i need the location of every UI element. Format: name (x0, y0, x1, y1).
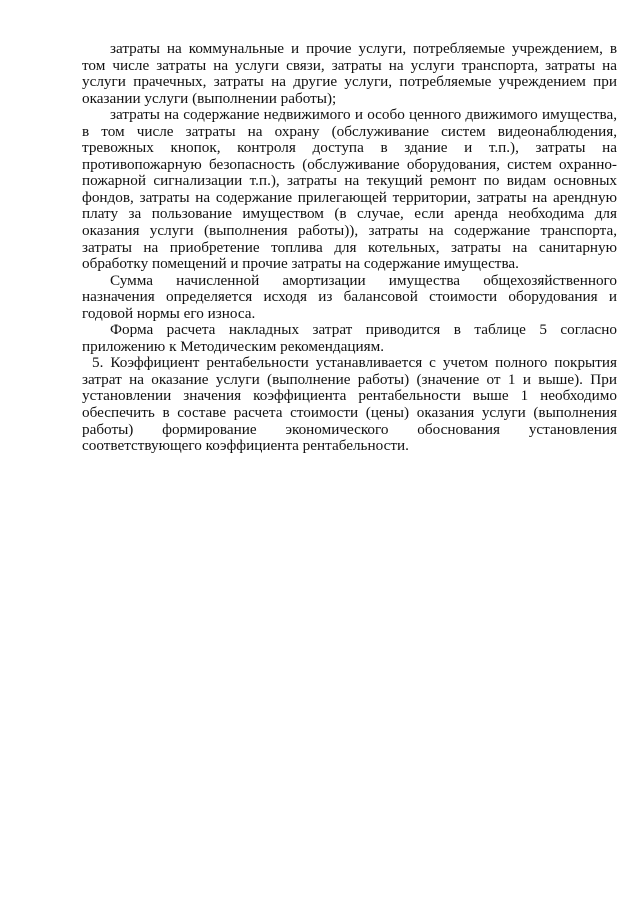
text-line: в том числе затраты на охрану (обслуживание систем видеонаблюдения, (82, 122, 617, 140)
text-line: плату за пользование имуществом (в случае, если аренда необходима для (82, 205, 617, 223)
text-line: работы) формирование экономического обоснования установления (82, 420, 617, 438)
text-line: оказания услуги (выполнения работы)), затраты на содержание транспорта, (82, 222, 617, 240)
text-line: приложению к Методическим рекомендациям. (82, 337, 384, 355)
text-line: Сумма начисленной амортизации имущества общехозяйственного (110, 271, 617, 289)
text-line: обеспечить в составе расчета стоимости (цены) оказания услуги (выполнения (82, 404, 617, 422)
paragraph (82, 355, 617, 454)
text-line: назначения определяется исходя из балансовой стоимости оборудования и (82, 288, 617, 306)
text-line: соответствующего коэффициента рентабельности. (82, 437, 409, 455)
text-line: обработку помещений и прочие затраты на содержание имущества. (82, 255, 519, 273)
text-line: 5. Коэффициент рентабельности устанавливается с учетом полного покрытия (92, 354, 617, 372)
text-line: оказании услуги (выполнении работы); (82, 89, 337, 107)
paragraph (82, 107, 617, 272)
text-line: противопожарную безопасность (обслуживание оборудования, систем охранно- (82, 155, 617, 173)
document-page (82, 41, 617, 455)
paragraph (82, 273, 617, 323)
text-line: затраты на приобретение топлива для котельных, затраты на санитарную (82, 238, 617, 256)
paragraph (82, 322, 617, 355)
text-line: услуги прачечных, затраты на другие услуги, потребляемые учреждением при (82, 73, 617, 91)
text-line: затраты на коммунальные и прочие услуги, потребляемые учреждением, в (110, 40, 617, 57)
text-line: установлении значения коэффициента рентабельности выше 1 необходимо (82, 387, 617, 405)
paragraph (82, 41, 617, 107)
text-line: фондов, затраты на содержание прилегающей территории, затраты на арендную (82, 188, 617, 206)
text-line: пожарной сигнализации т.п.), затраты на текущий ремонт по видам основных (82, 172, 617, 190)
text-line: годовой нормы его износа. (82, 304, 256, 322)
text-line: Форма расчета накладных затрат приводится в таблице 5 согласно (110, 321, 617, 339)
text-line: тревожных кнопок, контроля доступа в здание и т.п.), затраты на (82, 139, 617, 157)
text-line: том числе затраты на услуги связи, затраты на услуги транспорта, затраты на (82, 56, 617, 74)
text-line: затрат на оказание услуги (выполнение работы) (значение от 1 и выше). При (82, 370, 617, 388)
text-line: затраты на содержание недвижимого и особо ценного движимого имущества, (110, 106, 617, 124)
